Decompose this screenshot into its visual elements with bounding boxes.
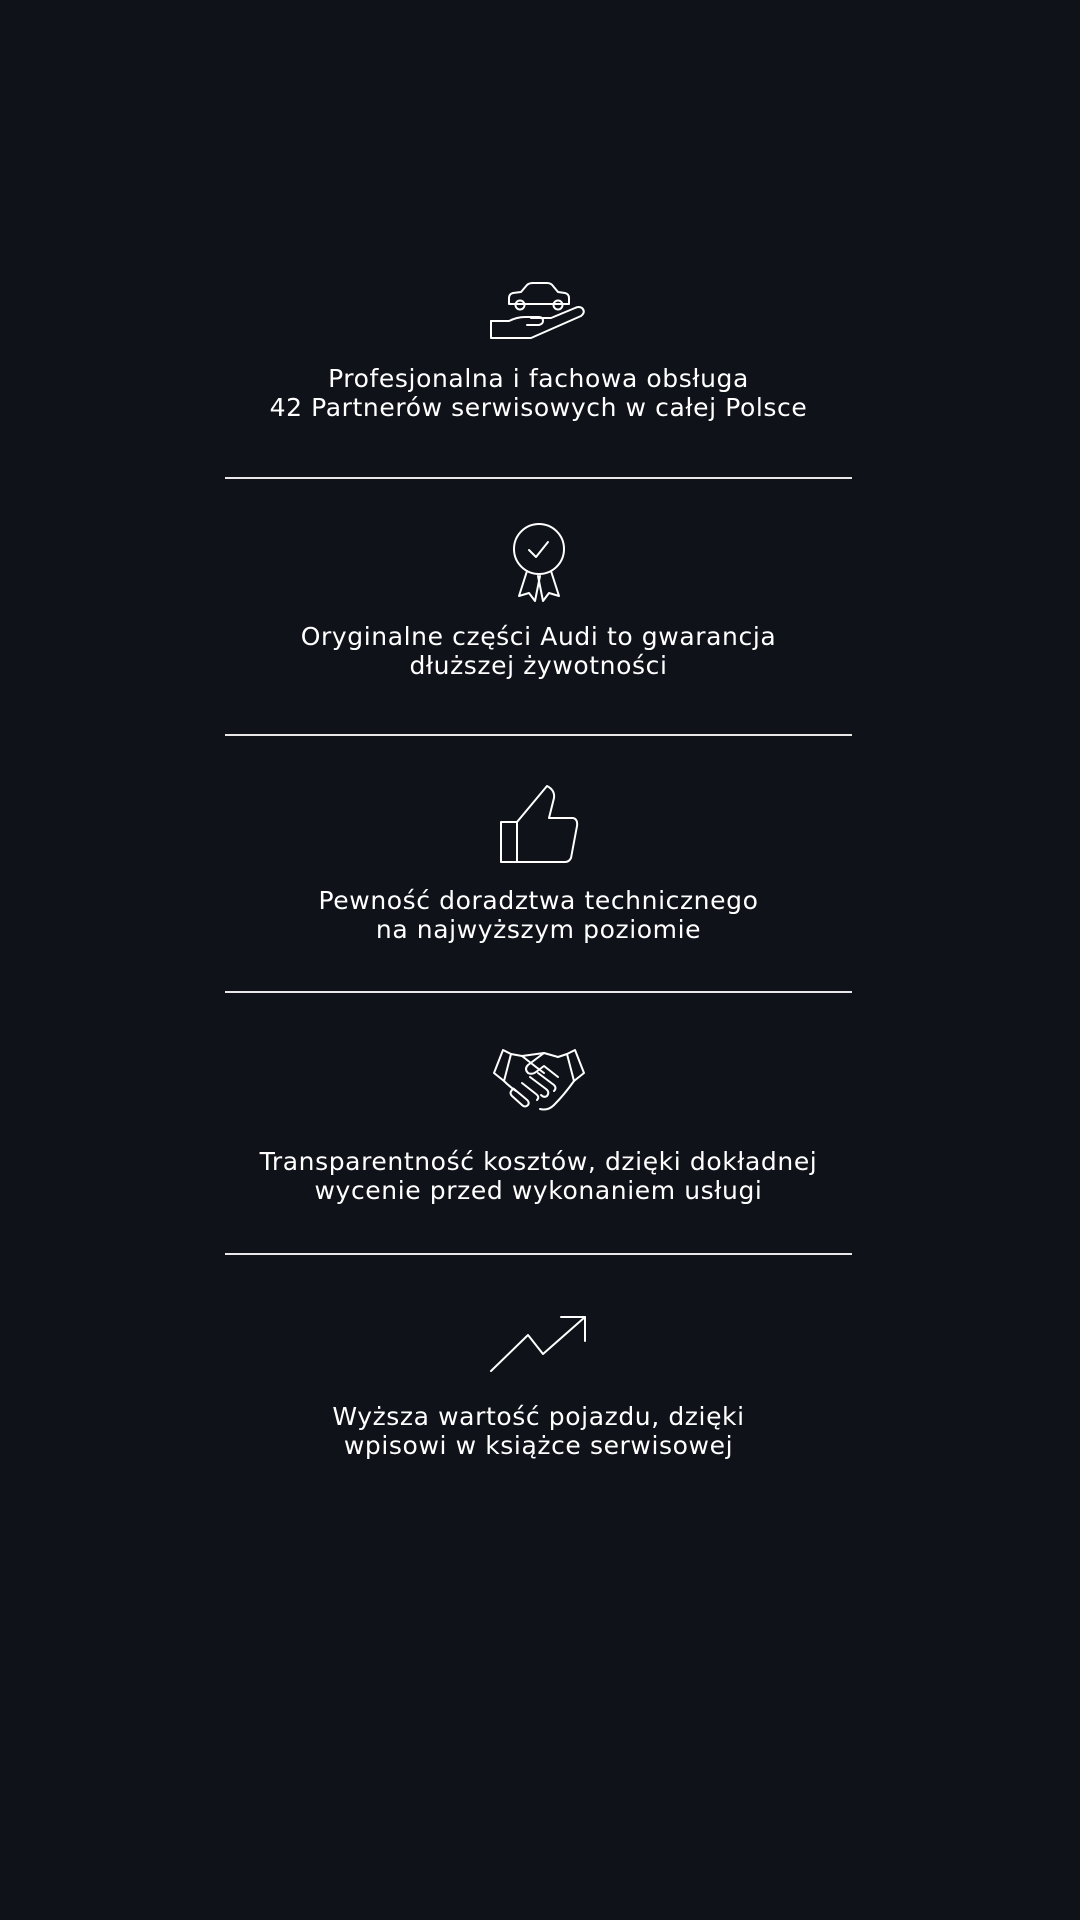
divider — [225, 477, 852, 479]
feature-line-1: Pewność doradztwa technicznego — [318, 886, 759, 915]
feature-line-2: wycenie przed wykonaniem usługi — [314, 1176, 763, 1205]
award-ribbon-icon — [225, 523, 852, 603]
divider — [225, 991, 852, 993]
car-on-hand-icon — [225, 276, 852, 344]
feature-line-2: 42 Partnerów serwisowych w całej Polsce — [269, 393, 808, 422]
divider — [225, 734, 852, 736]
feature-line-1: Wyższa wartość pojazdu, dzięki — [332, 1402, 745, 1431]
feature-line-1: Oryginalne części Audi to gwarancja — [300, 622, 777, 651]
handshake-icon — [225, 1047, 852, 1113]
divider — [225, 1253, 852, 1255]
feature-line-1: Transparentność kosztów, dzięki dokładnej — [259, 1147, 818, 1176]
feature-line-2: na najwyższym poziomie — [375, 915, 702, 944]
trend-up-arrow-icon — [225, 1315, 852, 1373]
feature-line-1: Profesjonalna i fachowa obsługa — [328, 364, 749, 393]
feature-line-2: dłuższej żywotności — [409, 651, 668, 680]
thumbs-up-icon — [225, 784, 852, 864]
feature-line-2: wpisowi w książce serwisowej — [343, 1431, 734, 1460]
